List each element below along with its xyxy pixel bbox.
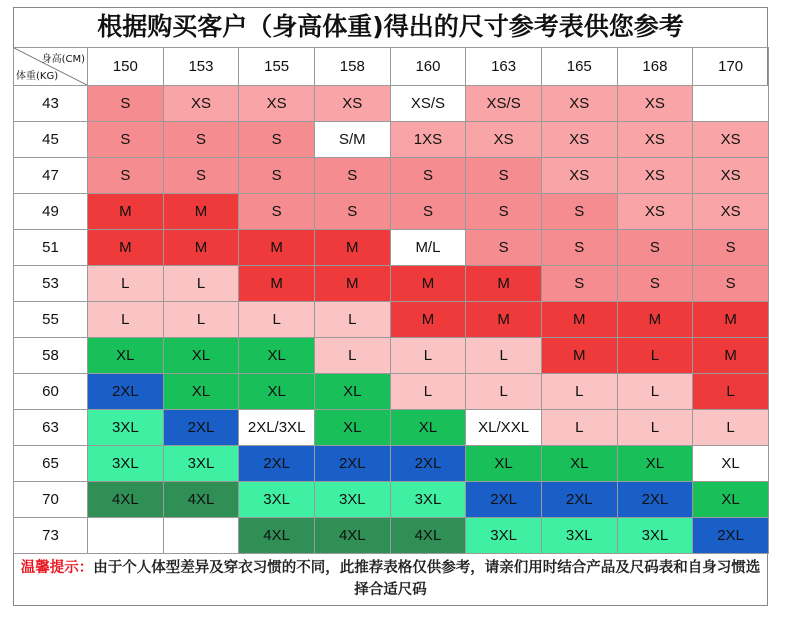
size-table bbox=[13, 47, 769, 554]
size-cell: S bbox=[466, 194, 542, 230]
size-cell: XS/S bbox=[466, 86, 542, 122]
weight-header-47: 47 bbox=[14, 158, 88, 194]
size-cell: 4XL bbox=[163, 482, 239, 518]
size-cell: L bbox=[693, 410, 769, 446]
weight-header-51: 51 bbox=[14, 230, 88, 266]
size-cell bbox=[88, 518, 164, 554]
size-cell: 3XL bbox=[466, 518, 542, 554]
size-cell: M bbox=[88, 194, 164, 230]
weight-header-63: 63 bbox=[14, 410, 88, 446]
height-header-170: 170 bbox=[693, 48, 769, 86]
size-cell: L bbox=[541, 374, 617, 410]
size-cell: S/M bbox=[314, 122, 390, 158]
size-cell: S bbox=[466, 230, 542, 266]
size-cell: M/L bbox=[390, 230, 466, 266]
size-cell: S bbox=[541, 230, 617, 266]
size-cell: XL bbox=[693, 446, 769, 482]
size-cell: M bbox=[390, 302, 466, 338]
height-header-row bbox=[14, 48, 769, 86]
size-cell: L bbox=[314, 302, 390, 338]
size-cell: 2XL bbox=[163, 410, 239, 446]
weight-header-65: 65 bbox=[14, 446, 88, 482]
size-cell bbox=[163, 518, 239, 554]
weight-row-63 bbox=[14, 410, 769, 446]
size-cell: L bbox=[163, 302, 239, 338]
size-cell: 2XL bbox=[314, 446, 390, 482]
size-cell: 3XL bbox=[314, 482, 390, 518]
size-cell: XS bbox=[239, 86, 315, 122]
height-axis-label: 身高(CM) bbox=[41, 54, 85, 65]
weight-header-55: 55 bbox=[14, 302, 88, 338]
weight-row-45 bbox=[14, 122, 769, 158]
weight-row-73 bbox=[14, 518, 769, 554]
weight-row-55 bbox=[14, 302, 769, 338]
size-cell: XL bbox=[163, 338, 239, 374]
size-cell: 2XL bbox=[466, 482, 542, 518]
weight-row-49 bbox=[14, 194, 769, 230]
size-cell: XS bbox=[617, 122, 693, 158]
size-cell: 2XL bbox=[541, 482, 617, 518]
size-cell: XS/S bbox=[390, 86, 466, 122]
size-cell: M bbox=[693, 338, 769, 374]
weight-header-43: 43 bbox=[14, 86, 88, 122]
size-cell: M bbox=[541, 302, 617, 338]
height-header-168: 168 bbox=[617, 48, 693, 86]
size-cell: S bbox=[390, 158, 466, 194]
size-cell: XS bbox=[541, 122, 617, 158]
size-cell: L bbox=[314, 338, 390, 374]
size-cell: 3XL bbox=[88, 410, 164, 446]
size-cell: 2XL bbox=[88, 374, 164, 410]
weight-row-47 bbox=[14, 158, 769, 194]
size-cell: L bbox=[541, 410, 617, 446]
size-cell: M bbox=[314, 230, 390, 266]
size-cell: S bbox=[390, 194, 466, 230]
size-cell: M bbox=[314, 266, 390, 302]
tip-text: 由于个人体型差异及穿衣习惯的不同，此推荐表格仅供参考，请亲们用时结合产品及尺码表和自身习惯选择合适尺码 bbox=[93, 560, 761, 598]
size-cell: L bbox=[617, 374, 693, 410]
size-cell: M bbox=[239, 230, 315, 266]
size-cell: M bbox=[88, 230, 164, 266]
chart-title: 根据购买客户（身高体重)得出的尺寸参考表供您参考 bbox=[97, 12, 684, 41]
size-cell: XL bbox=[239, 374, 315, 410]
size-cell: XL bbox=[693, 482, 769, 518]
size-cell: M bbox=[541, 338, 617, 374]
size-cell: 3XL bbox=[541, 518, 617, 554]
size-cell: S bbox=[239, 158, 315, 194]
size-cell: M bbox=[617, 302, 693, 338]
size-cell: S bbox=[466, 158, 542, 194]
size-cell: M bbox=[163, 230, 239, 266]
size-cell: L bbox=[390, 338, 466, 374]
size-cell: S bbox=[314, 158, 390, 194]
size-cell: XS bbox=[693, 158, 769, 194]
size-cell: S bbox=[617, 266, 693, 302]
size-cell: XS bbox=[617, 86, 693, 122]
weight-row-53 bbox=[14, 266, 769, 302]
size-cell: 4XL bbox=[88, 482, 164, 518]
size-cell: S bbox=[88, 122, 164, 158]
size-cell: 3XL bbox=[88, 446, 164, 482]
size-cell: 2XL bbox=[617, 482, 693, 518]
size-cell: 4XL bbox=[314, 518, 390, 554]
weight-header-70: 70 bbox=[14, 482, 88, 518]
size-cell: XL bbox=[239, 338, 315, 374]
size-cell: M bbox=[466, 302, 542, 338]
size-cell: L bbox=[617, 338, 693, 374]
size-cell: L bbox=[88, 302, 164, 338]
size-cell: S bbox=[693, 266, 769, 302]
weight-header-58: 58 bbox=[14, 338, 88, 374]
height-header-150: 150 bbox=[88, 48, 164, 86]
size-cell: S bbox=[239, 122, 315, 158]
size-cell: S bbox=[163, 158, 239, 194]
height-header-160: 160 bbox=[390, 48, 466, 86]
size-cell: XS bbox=[693, 194, 769, 230]
size-cell: S bbox=[88, 158, 164, 194]
size-cell: XL/XXL bbox=[466, 410, 542, 446]
size-cell bbox=[693, 86, 769, 122]
size-cell: S bbox=[239, 194, 315, 230]
size-cell: 1XS bbox=[390, 122, 466, 158]
size-cell: L bbox=[466, 338, 542, 374]
height-header-158: 158 bbox=[314, 48, 390, 86]
size-cell: S bbox=[163, 122, 239, 158]
weight-header-49: 49 bbox=[14, 194, 88, 230]
weight-header-73: 73 bbox=[14, 518, 88, 554]
weight-header-45: 45 bbox=[14, 122, 88, 158]
size-cell: XL bbox=[163, 374, 239, 410]
size-cell: XL bbox=[314, 374, 390, 410]
size-cell: XS bbox=[617, 194, 693, 230]
size-cell: M bbox=[390, 266, 466, 302]
weight-row-70 bbox=[14, 482, 769, 518]
size-cell: 2XL bbox=[693, 518, 769, 554]
weight-row-51 bbox=[14, 230, 769, 266]
weight-row-65 bbox=[14, 446, 769, 482]
size-cell: 3XL bbox=[239, 482, 315, 518]
size-cell: S bbox=[617, 230, 693, 266]
size-cell: 3XL bbox=[617, 518, 693, 554]
size-cell: L bbox=[617, 410, 693, 446]
size-cell: XS bbox=[314, 86, 390, 122]
weight-row-43 bbox=[14, 86, 769, 122]
size-cell: 4XL bbox=[390, 518, 466, 554]
size-cell: M bbox=[239, 266, 315, 302]
size-cell: S bbox=[541, 266, 617, 302]
height-header-153: 153 bbox=[163, 48, 239, 86]
size-cell: XS bbox=[617, 158, 693, 194]
size-cell: 3XL bbox=[390, 482, 466, 518]
size-cell: XS bbox=[541, 86, 617, 122]
weight-row-58 bbox=[14, 338, 769, 374]
size-cell: XL bbox=[314, 410, 390, 446]
weight-row-60 bbox=[14, 374, 769, 410]
size-cell: S bbox=[314, 194, 390, 230]
size-cell: XS bbox=[163, 86, 239, 122]
size-cell: L bbox=[466, 374, 542, 410]
size-cell: M bbox=[163, 194, 239, 230]
size-cell: XS bbox=[541, 158, 617, 194]
tip-label: 温馨提示： bbox=[20, 560, 94, 576]
size-cell: S bbox=[693, 230, 769, 266]
size-cell: L bbox=[239, 302, 315, 338]
size-cell: XL bbox=[88, 338, 164, 374]
tip-note bbox=[13, 553, 768, 606]
size-cell: 2XL bbox=[239, 446, 315, 482]
height-header-165: 165 bbox=[541, 48, 617, 86]
size-cell: XL bbox=[466, 446, 542, 482]
size-cell: L bbox=[163, 266, 239, 302]
size-cell: XL bbox=[617, 446, 693, 482]
size-cell: 2XL/3XL bbox=[239, 410, 315, 446]
height-header-155: 155 bbox=[239, 48, 315, 86]
height-header-163: 163 bbox=[466, 48, 542, 86]
size-cell: M bbox=[466, 266, 542, 302]
size-cell: XS bbox=[693, 122, 769, 158]
size-cell: XL bbox=[390, 410, 466, 446]
weight-header-60: 60 bbox=[14, 374, 88, 410]
weight-axis-label: 体重(KG) bbox=[16, 71, 59, 82]
size-cell: XS bbox=[466, 122, 542, 158]
corner-cell bbox=[14, 48, 88, 86]
size-cell: 3XL bbox=[163, 446, 239, 482]
weight-header-53: 53 bbox=[14, 266, 88, 302]
size-cell: L bbox=[390, 374, 466, 410]
size-cell: S bbox=[541, 194, 617, 230]
size-cell: S bbox=[88, 86, 164, 122]
size-cell: L bbox=[88, 266, 164, 302]
size-cell: L bbox=[693, 374, 769, 410]
size-cell: XL bbox=[541, 446, 617, 482]
size-cell: 2XL bbox=[390, 446, 466, 482]
size-cell: 4XL bbox=[239, 518, 315, 554]
size-cell: M bbox=[693, 302, 769, 338]
